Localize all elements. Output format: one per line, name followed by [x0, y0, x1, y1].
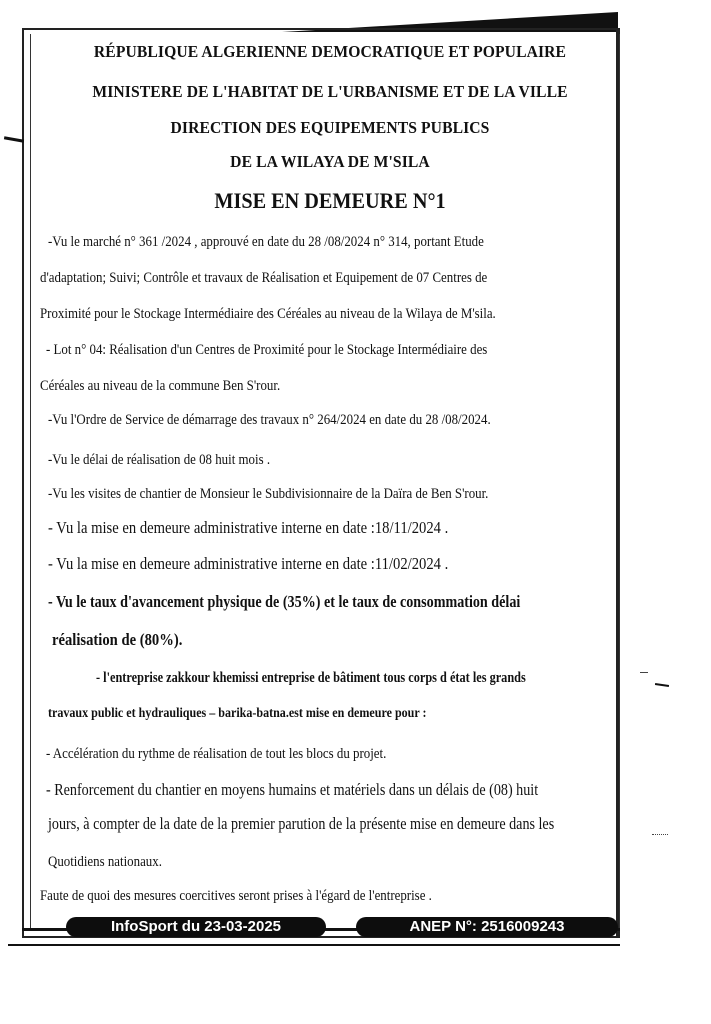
body-line: - Lot n° 04: Réalisation d'un Centres de Proximité pour le Stockage Intermédiaire des [46, 342, 488, 358]
margin-mark [655, 683, 669, 687]
body-line: - Renforcement du chantier en moyens humains et matériels dans un délais de (08) huit [46, 780, 539, 799]
header-wilaya: DE LA WILAYA DE M'SILA [230, 152, 430, 171]
bottom-rule [8, 944, 620, 946]
body-line: - Vu la mise en demeure administrative interne en date :11/02/2024 . [48, 554, 449, 573]
body-line: - Accélération du rythme de réalisation de tout les blocs du projet. [46, 746, 387, 762]
margin-mark [652, 834, 668, 836]
body-line: Faute de quoi des mesures coercitives seront prises à l'égard de l'entreprise . [40, 888, 432, 904]
body-line: -Vu le délai de réalisation de 08 huit mois . [48, 452, 271, 468]
body-line: Quotidiens nationaux. [48, 854, 162, 870]
body-line: -Vu l'Ordre de Service de démarrage des travaux n° 264/2024 en date du 28 /08/2024. [48, 412, 491, 428]
footer-bar [26, 917, 620, 939]
body-line: jours, à compter de la date de la premier parution de la présente mise en demeure dans les [48, 814, 555, 833]
body-line: - Vu la mise en demeure administrative interne en date :18/11/2024 . [48, 518, 449, 537]
header-ministry: MINISTERE DE L'HABITAT DE L'URBANISME ET DE LA VILLE [92, 82, 568, 101]
body-line: d'adaptation; Suivi; Contrôle et travaux de Réalisation et Equipement de 07 Centres de [40, 270, 488, 286]
header-republic: RÉPUBLIQUE ALGERIENNE DEMOCRATIQUE ET POPULAIRE [93, 42, 567, 61]
body-line: -Vu les visites de chantier de Monsieur le Subdivisionnaire de la Daïra de Ben S'rour. [48, 486, 489, 502]
header-direction: DIRECTION DES EQUIPEMENTS PUBLICS [170, 118, 490, 137]
document-title: MISE EN DEMEURE N°1 [214, 188, 446, 213]
body-line: - l'entreprise zakkour khemissi entreprise de bâtiment tous corps d état les grands [96, 670, 526, 686]
body-line: travaux public et hydrauliques – barika-batna.est mise en demeure pour : [48, 706, 427, 721]
anep-number: ANEP N°: 2516009243 [356, 917, 618, 937]
body-line: réalisation de (80%). [52, 630, 183, 649]
body-line: Proximité pour le Stockage Intermédiaire des Céréales au niveau de la Wilaya de M'sila. [40, 306, 496, 322]
body-line: Céréales au niveau de la commune Ben S'rour. [40, 378, 281, 394]
body-line: -Vu le marché n° 361 /2024 , approuvé en date du 28 /08/2024 n° 314, portant Etude [48, 234, 484, 250]
publication-label: InfoSport du 23-03-2025 [66, 917, 326, 937]
body-line: - Vu le taux d'avancement physique de (35%) et le taux de consommation délai [48, 592, 521, 611]
margin-mark [640, 672, 648, 673]
